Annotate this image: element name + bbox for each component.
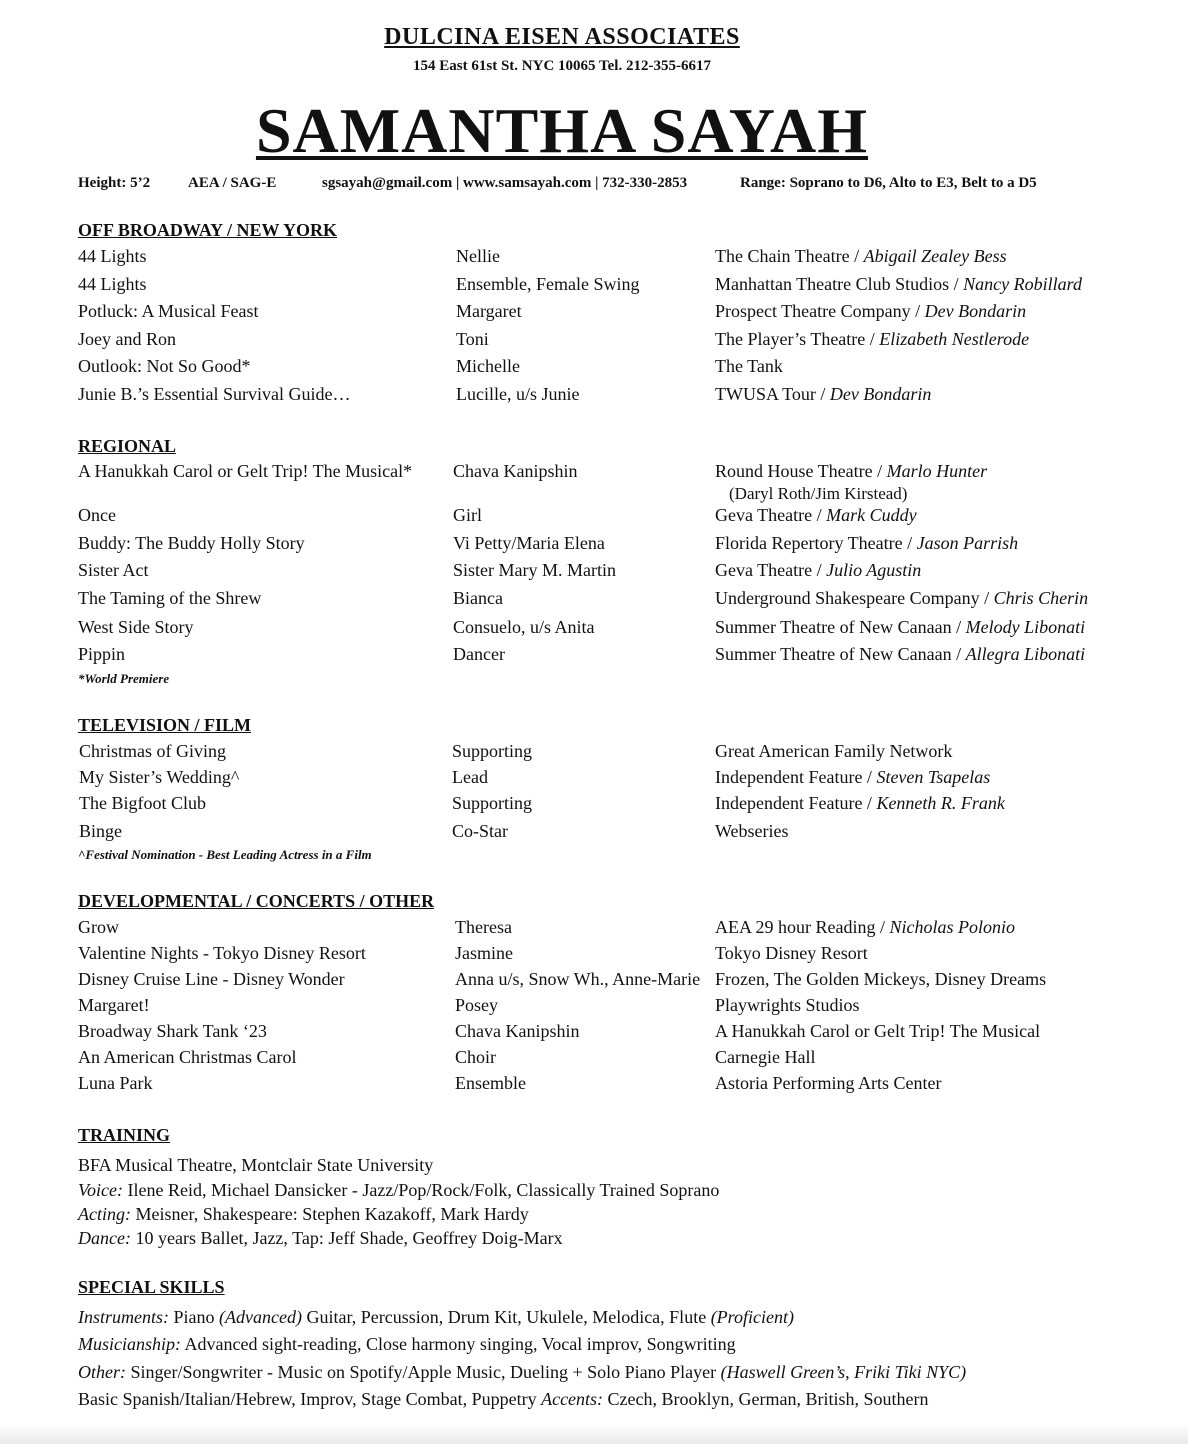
credit-title: West Side Story [78,617,194,637]
credit-title: Luna Park [78,1073,153,1093]
credit-role: Ensemble, Female Swing [456,274,640,294]
credit-role: Girl [453,505,482,525]
contact-info: sgsayah@gmail.com | www.samsayah.com | 732-330-2853 [322,175,688,191]
credit-role: Chava Kanipshin [453,461,578,481]
credit-venue: The Chain Theatre / Abigail Zealey Bess [715,246,1007,266]
credit-role: Vi Petty/Maria Elena [453,533,605,553]
credit-role: Margaret [456,301,522,321]
vocal-range: Range: Soprano to D6, Alto to E3, Belt to a D5 [740,175,1037,191]
section-heading-training: TRAINING [78,1125,171,1145]
credit-venue: Geva Theatre / Mark Cuddy [715,505,917,525]
section-heading-off-broadway: OFF BROADWAY / NEW YORK [78,220,338,240]
credit-title: Binge [79,821,122,841]
height: Height: 5’2 [78,175,151,191]
credit-venue: Webseries [715,821,789,841]
footnote-world-premiere: *World Premiere [78,671,170,686]
credit-title: Broadway Shark Tank ‘23 [78,1021,267,1041]
credit-venue: Astoria Performing Arts Center [715,1073,942,1093]
credit-title: Outlook: Not So Good* [78,356,251,376]
credit-role: Dancer [453,644,505,664]
credit-venue: Frozen, The Golden Mickeys, Disney Dreams [715,969,1047,989]
credit-role: Co-Star [452,821,508,841]
credit-title: 44 Lights [78,246,147,266]
credit-venue: Round House Theatre / Marlo Hunter [715,461,988,481]
credit-venue-subline: (Daryl Roth/Jim Kirstead) [729,484,908,503]
credit-title: Margaret! [78,995,150,1015]
credit-role: Jasmine [455,943,513,963]
credit-title: Christmas of Giving [79,741,226,761]
credit-title: Pippin [78,644,126,664]
credit-title: My Sister’s Wedding^ [79,767,240,787]
credit-title: Junie B.’s Essential Survival Guide… [78,384,351,404]
credit-title: An American Christmas Carol [78,1047,297,1067]
credit-venue: A Hanukkah Carol or Gelt Trip! The Musical [715,1021,1041,1041]
agency-address: 154 East 61st St. NYC 10065 Tel. 212-355-6617 [413,58,711,74]
credit-role: Choir [455,1047,497,1067]
credit-venue: The Tank [715,356,783,376]
credit-role: Lucille, u/s Junie [456,384,580,404]
credit-title: Buddy: The Buddy Holly Story [78,533,305,553]
credit-venue: Manhattan Theatre Club Studios / Nancy Robillard [715,274,1082,294]
credit-venue: Florida Repertory Theatre / Jason Parrish [715,533,1019,553]
credit-venue: Geva Theatre / Julio Agustin [715,560,922,580]
credit-title: Sister Act [78,560,149,580]
training-acting: Acting: Meisner, Shakespeare: Stephen Kazakoff, Mark Hardy [78,1204,529,1224]
credit-venue: Carnegie Hall [715,1047,816,1067]
credit-role: Michelle [456,356,520,376]
unions: AEA / SAG-E [188,175,277,191]
credit-venue: Underground Shakespeare Company / Chris Cherin [715,588,1089,608]
credit-role: Ensemble [455,1073,526,1093]
credit-role: Nellie [456,246,500,266]
credit-venue: Independent Feature / Kenneth R. Frank [715,793,1005,813]
credit-venue: Playwrights Studios [715,995,860,1015]
credit-role: Theresa [455,917,512,937]
credit-venue: Tokyo Disney Resort [715,943,868,963]
credit-title: Grow [78,917,119,937]
credit-venue: The Player’s Theatre / Elizabeth Nestlerode [715,329,1030,349]
credit-title: Once [78,505,116,525]
credit-role: Posey [455,995,499,1015]
credit-role: Toni [456,329,489,349]
credit-venue: Independent Feature / Steven Tsapelas [715,767,991,787]
credit-title: 44 Lights [78,274,147,294]
credit-title: The Bigfoot Club [79,793,206,813]
section-heading-tv-film: TELEVISION / FILM [78,715,252,735]
footnote-festival-nomination: ^Festival Nomination - Best Leading Actress in a Film [78,847,372,862]
credit-title: A Hanukkah Carol or Gelt Trip! The Musical* [78,461,413,481]
credit-role: Supporting [452,793,533,813]
section-heading-developmental: DEVELOPMENTAL / CONCERTS / OTHER [78,891,435,911]
credit-role: Consuelo, u/s Anita [453,617,595,637]
performer-name: SAMANTHA SAYAH [255,95,869,166]
training-dance: Dance: 10 years Ballet, Jazz, Tap: Jeff Shade, Geoffrey Doig-Marx [78,1228,563,1248]
skills-languages-accents: Basic Spanish/Italian/Hebrew, Improv, Stage Combat, Puppetry Accents: Czech, Brooklyn, German, British, Southern [78,1389,929,1409]
credit-role: Anna u/s, Snow Wh., Anne-Marie [455,969,701,989]
training-voice: Voice: Ilene Reid, Michael Dansicker - Jazz/Pop/Rock/Folk, Classically Trained Soprano [78,1180,720,1200]
credit-title: The Taming of the Shrew [78,588,262,608]
credit-title: Potluck: A Musical Feast [78,301,259,321]
skills-musicianship: Musicianship: Advanced sight-reading, Close harmony singing, Vocal improv, Songwriting [78,1334,736,1354]
credit-role: Bianca [453,588,503,608]
credit-role: Lead [452,767,488,787]
training-degree: BFA Musical Theatre, Montclair State University [78,1155,434,1175]
credit-venue: TWUSA Tour / Dev Bondarin [715,384,932,404]
agency-name: DULCINA EISEN ASSOCIATES [384,24,740,50]
credit-venue: Summer Theatre of New Canaan / Melody Libonati [715,617,1086,637]
credit-title: Joey and Ron [78,329,176,349]
skills-instruments: Instruments: Piano (Advanced) Guitar, Percussion, Drum Kit, Ukulele, Melodica, Flute (Proficient) [78,1307,794,1327]
credit-venue: Prospect Theatre Company / Dev Bondarin [715,301,1027,321]
section-heading-special-skills: SPECIAL SKILLS [78,1277,225,1297]
credit-title: Valentine Nights - Tokyo Disney Resort [78,943,366,963]
page-bottom-edge [0,1424,1188,1444]
credit-venue: Great American Family Network [715,741,953,761]
skills-other: Other: Singer/Songwriter - Music on Spotify/Apple Music, Dueling + Solo Piano Player (Haswell Green’s, Friki Tiki NYC) [78,1362,967,1382]
credit-venue: Summer Theatre of New Canaan / Allegra Libonati [715,644,1086,664]
credit-title: Disney Cruise Line - Disney Wonder [78,969,345,989]
credit-role: Supporting [452,741,533,761]
credit-role: Chava Kanipshin [455,1021,580,1041]
credit-role: Sister Mary M. Martin [453,560,616,580]
section-heading-regional: REGIONAL [78,436,177,456]
credit-venue: AEA 29 hour Reading / Nicholas Polonio [715,917,1015,937]
